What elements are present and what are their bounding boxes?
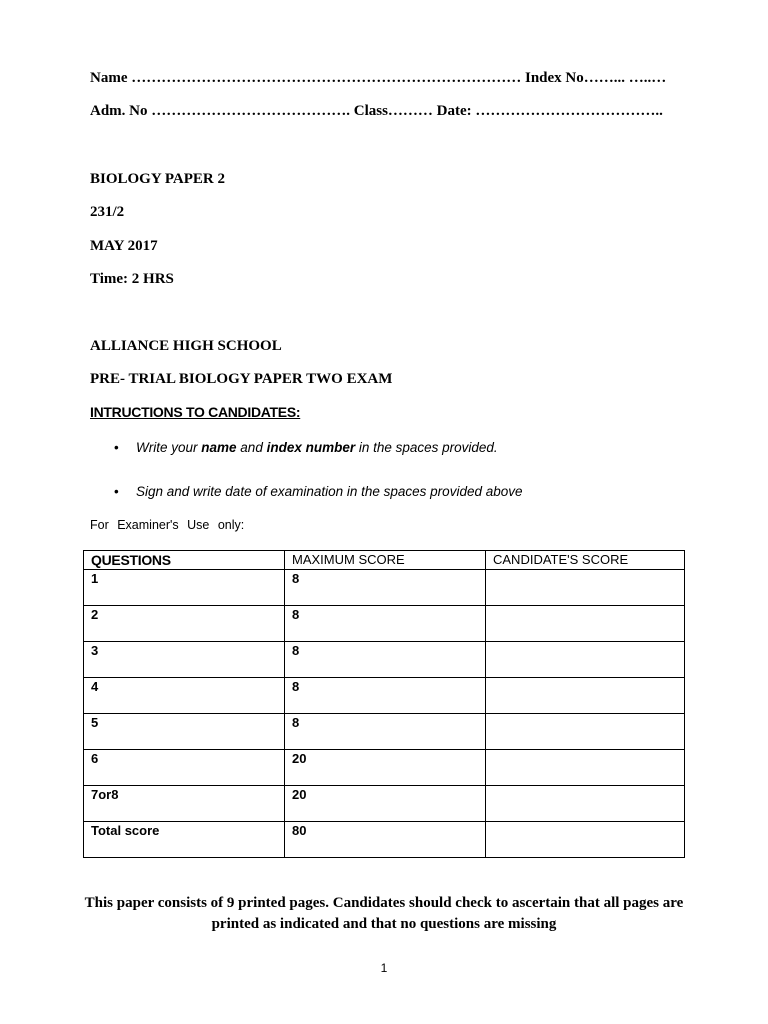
table-row — [84, 678, 685, 714]
score-table — [83, 550, 685, 858]
examiner-use-note: For Examiner's Use only: — [90, 518, 245, 532]
max-score-cell: 8 — [285, 642, 486, 678]
question-cell: 6 — [84, 750, 285, 786]
table-row — [84, 714, 685, 750]
paper-title: BIOLOGY PAPER 2 — [90, 171, 226, 187]
instruction-item-1: • Write your name and index number in the spaces provided. — [114, 440, 498, 455]
name-index-line: Name …………………………………………………………………… Index No……... …..… — [90, 70, 667, 86]
candidate-score-cell[interactable] — [486, 678, 685, 714]
exam-title: PRE- TRIAL BIOLOGY PAPER TWO EXAM — [90, 371, 393, 387]
bullet-icon: • — [114, 484, 119, 499]
candidate-score-cell[interactable] — [486, 714, 685, 750]
max-score-cell: 20 — [285, 786, 486, 822]
paper-code: 231/2 — [90, 204, 125, 220]
table-row — [84, 642, 685, 678]
adm-class-date-line: Adm. No …………………………………. Class……… Date: ……………………………….. — [90, 103, 663, 119]
candidate-score-cell[interactable] — [486, 606, 685, 642]
candidate-score-cell[interactable] — [486, 642, 685, 678]
table-row — [84, 570, 685, 606]
bullet-icon: • — [114, 440, 119, 455]
question-cell: 7or8 — [84, 786, 285, 822]
total-score-label: Total score — [84, 822, 285, 858]
question-cell: 2 — [84, 606, 285, 642]
printed-pages-note: This paper consists of 9 printed pages. Candidates should check to ascertain that all pages are printed as indicated and that no questions are missing — [84, 895, 684, 932]
exam-date: MAY 2017 — [90, 238, 158, 254]
question-cell: 3 — [84, 642, 285, 678]
header-questions: QUESTIONS — [84, 551, 285, 570]
exam-time: Time: 2 HRS — [90, 271, 174, 287]
max-score-cell: 20 — [285, 750, 486, 786]
instruction-item-2: • Sign and write date of examination in the spaces provided above — [114, 484, 523, 499]
page-number: 1 — [380, 961, 388, 975]
table-row — [84, 786, 685, 822]
total-max-score-cell: 80 — [285, 822, 486, 858]
max-score-cell: 8 — [285, 678, 486, 714]
header-maximum-score: MAXIMUM SCORE — [285, 551, 486, 570]
candidate-score-cell[interactable] — [486, 570, 685, 606]
candidate-score-cell[interactable] — [486, 750, 685, 786]
school-name: ALLIANCE HIGH SCHOOL — [90, 338, 282, 354]
max-score-cell: 8 — [285, 606, 486, 642]
question-cell: 4 — [84, 678, 285, 714]
table-header-row — [84, 551, 685, 570]
candidate-score-cell[interactable] — [486, 786, 685, 822]
question-cell: 5 — [84, 714, 285, 750]
instructions-title: INTRUCTIONS TO CANDIDATES: — [90, 404, 301, 420]
max-score-cell: 8 — [285, 714, 486, 750]
header-candidate-score: CANDIDATE'S SCORE — [486, 551, 685, 570]
table-row — [84, 750, 685, 786]
question-cell: 1 — [84, 570, 285, 606]
max-score-cell: 8 — [285, 570, 486, 606]
table-row-total — [84, 822, 685, 858]
total-candidate-score-cell[interactable] — [486, 822, 685, 858]
table-row — [84, 606, 685, 642]
